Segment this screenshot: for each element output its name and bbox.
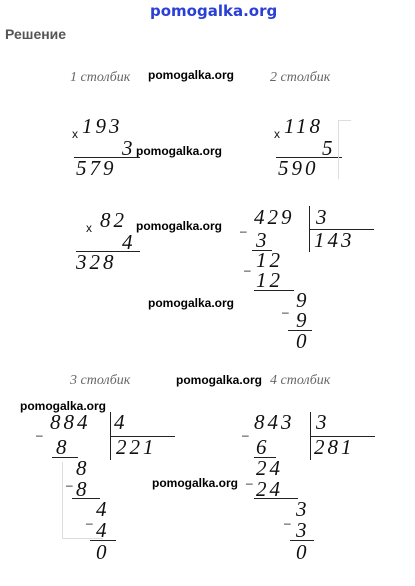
dividend: 429 [254,205,295,229]
product: 328 [76,250,117,274]
step-line [52,457,78,458]
final-remainder: 0 [296,540,310,564]
step-subtrahend: 8 [76,477,90,501]
step-remainder: 4 [96,497,110,521]
quotient: 221 [116,435,157,459]
column-label-4: 4 столбик [270,373,331,388]
final-remainder: 0 [96,540,110,564]
multiply-sign: x [86,221,92,235]
site-watermark: pomogalka.org [20,399,107,413]
column-label-3: 3 столбик [70,373,131,388]
quotient: 143 [314,228,355,252]
step-subtrahend: 3 [256,228,270,252]
step-remainder: 8 [76,456,90,480]
minus-sign: – [66,478,73,492]
step-subtrahend: 24 [256,477,283,501]
divisor: 3 [316,205,330,229]
step-subtrahend: 6 [256,435,270,459]
site-watermark: pomogalka.org [148,68,235,82]
step-subtrahend: 4 [96,518,110,542]
minus-sign: – [246,476,253,490]
divisor: 3 [316,410,330,434]
minus-sign: – [242,428,249,442]
step-subtrahend: 12 [256,268,283,292]
factor-2: 5 [322,136,336,160]
factor-1: 193 [82,114,123,138]
step-remainder: 9 [296,288,310,312]
step-line [254,290,294,291]
step-subtrahend: 3 [296,518,310,542]
step-remainder: 12 [256,248,283,272]
minus-sign: – [240,224,247,238]
multiply-sign: x [274,127,280,141]
multiply-sign: x [72,127,78,141]
minus-sign: – [86,516,93,530]
product: 590 [278,156,319,180]
factor-2: 3 [122,136,136,160]
site-watermark: pomogalka.org [148,296,235,310]
minus-sign: – [282,305,289,319]
dividend: 884 [50,410,91,434]
column-label-1: 1 столбик [70,70,131,85]
divisor: 4 [114,410,128,434]
minus-sign: – [244,263,251,277]
page-heading: Решение [5,26,67,42]
quotient: 281 [314,435,355,459]
site-watermark: pomogalka.org [136,144,223,158]
step-remainder: 3 [296,497,310,521]
product: 579 [76,156,117,180]
step-subtrahend: 9 [296,308,310,332]
minus-sign: – [284,516,291,530]
factor-2: 4 [122,230,136,254]
factor-1: 82 [100,208,127,232]
site-watermark: pomogalka.org [136,219,223,233]
final-remainder: 0 [296,329,310,353]
step-remainder: 24 [256,456,283,480]
site-watermark: pomogalka.org [176,373,263,387]
faint-grid [338,120,351,179]
faint-grid [62,462,103,539]
minus-sign: – [36,428,43,442]
step-subtrahend: 8 [56,435,70,459]
step-line [254,498,298,499]
site-watermark-top: pomogalka.org [150,2,278,20]
site-watermark: pomogalka.org [152,476,239,490]
factor-1: 118 [284,114,323,138]
dividend: 843 [254,410,295,434]
column-label-2: 2 столбик [270,70,331,85]
